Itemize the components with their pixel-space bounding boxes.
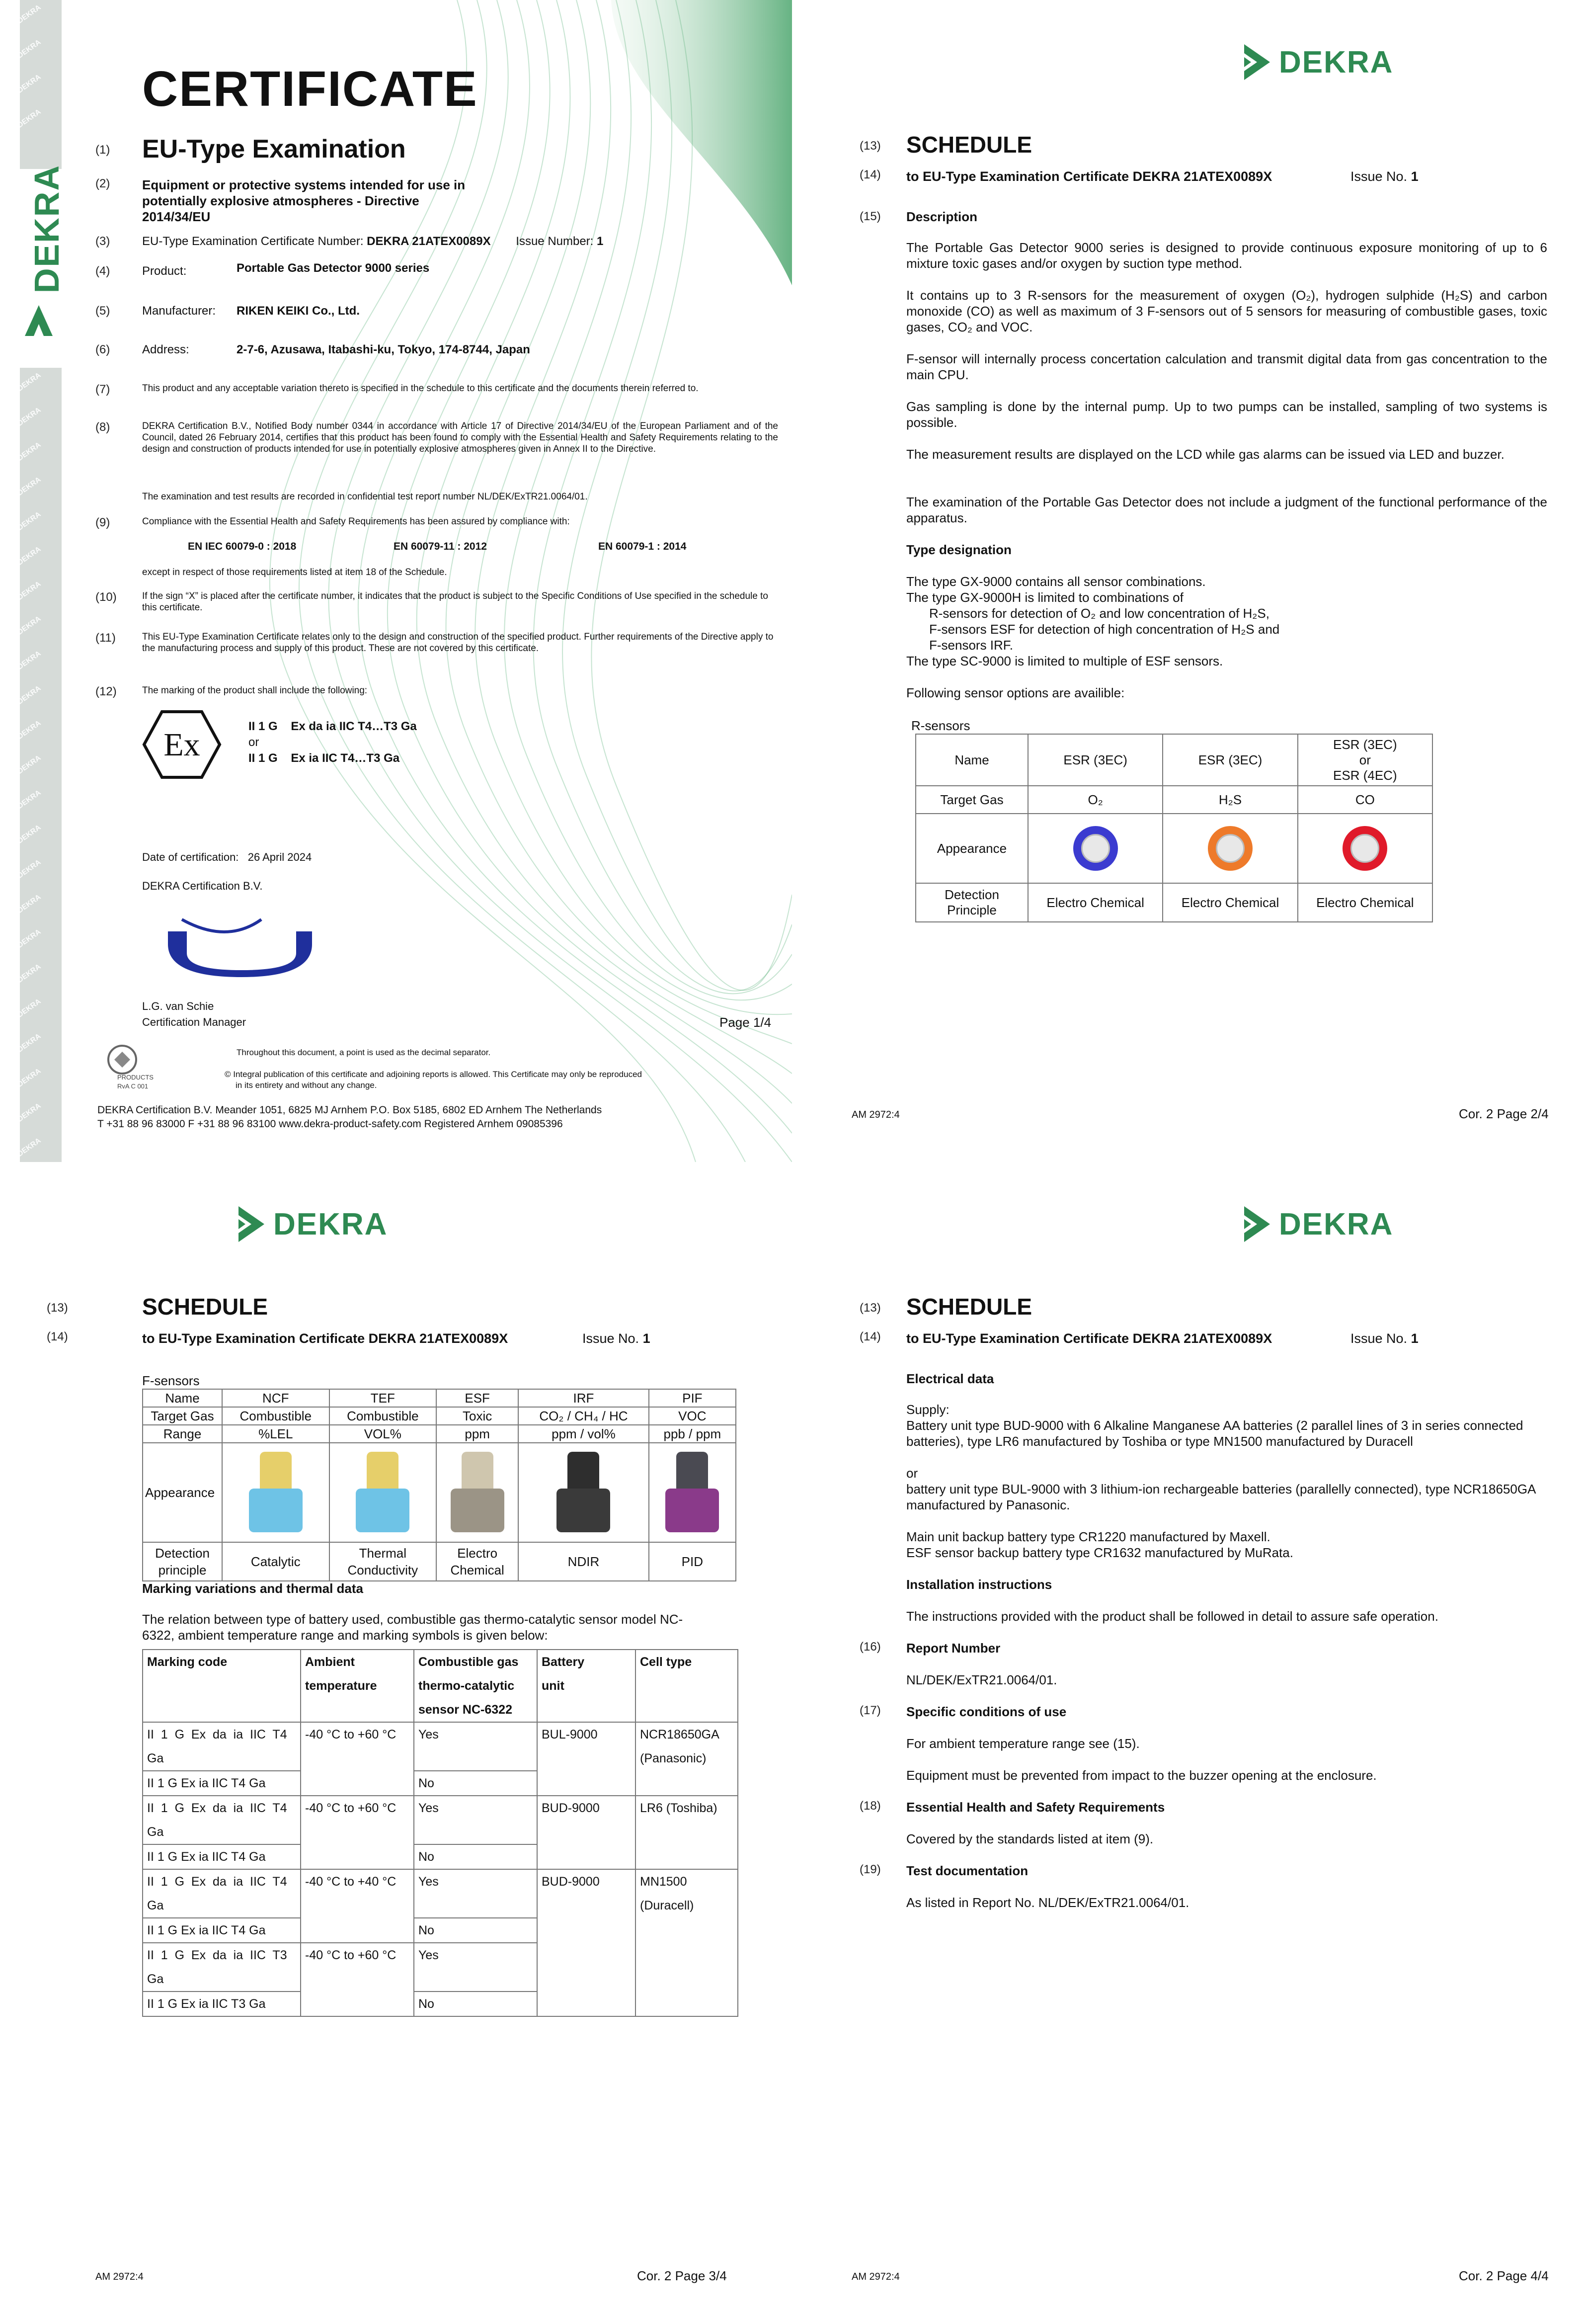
sensor-ring-image <box>1343 826 1387 871</box>
test-report-note: The examination and test results are recorded in confidential test report number NL/DEK/ExTR21.0064/01. <box>142 492 588 502</box>
table-row <box>143 1722 738 1771</box>
footer-address: DEKRA Certification B.V. Meander 1051, 6825 MJ Arnhem P.O. Box 5185, 6802 ED Arnhem The Netherlands <box>97 1104 602 1116</box>
marking-code: II 1 G Ex ia IIC T4 Ga <box>143 1918 301 1943</box>
principle-line: Chemical <box>450 1563 504 1577</box>
f-sensors-table <box>142 1389 736 1581</box>
schedule-page-4 <box>792 1162 1584 2324</box>
equipment-line: 2014/34/EU <box>142 209 211 224</box>
target-gas: Combustible <box>222 1407 329 1425</box>
electrical-line: battery unit type BUL-9000 with 3 lithium-ion rechargeable batteries (parallelly connected), type NCR18650GA manufactured by Panasonic. <box>906 1482 1536 1512</box>
cell-line: II 1 G Ex da ia IIC T4 <box>147 1801 287 1815</box>
principle-line: Thermal <box>359 1546 406 1561</box>
header-line: principle <box>158 1563 207 1577</box>
publication-note: © Integral publication of this certificate and adjoining reports is allowed. This Certificate may only be reproduced <box>225 1070 642 1079</box>
marking-code: II 1 G Ex ia IIC T4 Ga <box>143 1844 301 1869</box>
header-line: Detection <box>945 887 999 902</box>
header-line: unit <box>542 1679 564 1693</box>
issue-row <box>582 1331 650 1346</box>
publication-note: in its entirety and without any change. <box>236 1080 377 1090</box>
sensor-name <box>1298 734 1432 786</box>
ambient-temperature: -40 °C to +60 °C <box>301 1796 414 1869</box>
sensor-ring-image <box>1073 826 1118 871</box>
signer-role: Certification Manager <box>142 1016 246 1028</box>
detection-principle <box>222 1542 329 1581</box>
marking-code-2: II 1 G Ex ia IIC T4…T3 Ga <box>248 751 400 765</box>
marking-variations-title: Marking variations and thermal data <box>142 1581 364 1596</box>
combustible-sensor: Yes <box>414 1943 537 1992</box>
principle-line: PID <box>681 1554 704 1569</box>
page-number: Cor. 2 Page 4/4 <box>1459 2268 1549 2283</box>
marking-code: II 1 G Ex ia IIC T4 Ga <box>143 1771 301 1796</box>
ex-hexagon-icon <box>142 710 222 779</box>
signer-name: L.G. van Schie <box>142 1000 214 1012</box>
header-text: Marking code <box>147 1655 228 1669</box>
issue-label: Issue No. <box>1350 169 1408 184</box>
f-sensor-image <box>356 1448 409 1537</box>
cell-line: II 1 G Ex da ia IIC T4 <box>147 1728 287 1742</box>
form-code: AM 2972:4 <box>95 2271 144 2282</box>
cell-type <box>635 1869 738 2016</box>
item-number: (15) <box>860 210 881 223</box>
item-number: (12) <box>95 685 117 698</box>
report-number-title: Report Number <box>906 1641 1001 1656</box>
target-gas: H₂S <box>1163 786 1297 814</box>
r-sensors-title: R-sensors <box>911 718 970 733</box>
marking-variations-intro: 6322, ambient temperature range and marking symbols is given below: <box>142 1628 548 1643</box>
principle-line: Electro <box>457 1546 498 1561</box>
ambient-temperature: -40 °C to +60 °C <box>301 1943 414 2016</box>
principle-line: Conductivity <box>347 1563 418 1577</box>
supply-label: Supply: <box>906 1402 950 1417</box>
condition-text: Equipment must be prevented from impact to the buzzer opening at the enclosure. <box>906 1768 1377 1783</box>
f-sensors-title: F-sensors <box>142 1373 200 1388</box>
item-number: (18) <box>860 1799 881 1813</box>
equipment-line: Equipment or protective systems intended for use in <box>142 177 466 192</box>
electrical-or: or <box>906 1466 918 1481</box>
sensor-name: NCF <box>222 1389 329 1407</box>
issue-label: Issue Number: <box>516 235 594 248</box>
header-line: Combustible gas <box>418 1655 519 1669</box>
combustible-sensor: Yes <box>414 1796 537 1844</box>
item-number: (6) <box>95 343 110 356</box>
table-header: Target Gas <box>916 786 1028 814</box>
sensor-appearance <box>518 1443 648 1542</box>
principle-line: NDIR <box>567 1554 600 1569</box>
product-label: Product: <box>142 264 187 278</box>
column-header <box>635 1650 738 1722</box>
table-header: Appearance <box>143 1443 222 1542</box>
item-12-text: The marking of the product shall include the following: <box>142 685 368 696</box>
electrical-data-title: Electrical data <box>906 1371 994 1386</box>
schedule-title: SCHEDULE <box>906 1294 1032 1320</box>
condition-text: For ambient temperature range see (15). <box>906 1736 1140 1751</box>
marking-code-1: II 1 G Ex da ia IIC T4…T3 Ga <box>248 720 417 733</box>
table-header <box>916 883 1028 922</box>
page-number: Page 1/4 <box>719 1015 772 1030</box>
marking-code <box>143 1943 301 1992</box>
address-label: Address: <box>142 343 189 356</box>
issue-number: 1 <box>1411 1331 1419 1346</box>
description-paragraph: The examination of the Portable Gas Detector does not include a judgment of the functional performance of the apparatus. <box>906 495 1547 525</box>
ehsr-text: Covered by the standards listed at item (9). <box>906 1831 1154 1846</box>
cell-line: (Panasonic) <box>640 1751 707 1765</box>
item-number: (13) <box>47 1301 68 1315</box>
marking-code <box>143 1869 301 1918</box>
ex-symbol-text: Ex <box>163 727 200 763</box>
green-wave-background <box>0 0 792 1162</box>
range: ppm <box>436 1425 518 1443</box>
dekra-logo <box>1242 40 1393 84</box>
f-sensor-image <box>249 1448 303 1537</box>
cell-line: II 1 G Ex da ia IIC T3 <box>147 1948 287 1962</box>
electrical-line: Main unit backup battery type CR1220 manufactured by Maxell. <box>906 1529 1270 1544</box>
form-code: AM 2972:4 <box>852 1109 900 1120</box>
standard: EN 60079-1 : 2014 <box>598 541 687 552</box>
test-documentation-text: As listed in Report No. NL/DEK/ExTR21.0064/01. <box>906 1895 1189 1910</box>
item-number: (14) <box>860 1330 881 1343</box>
issue-number: 1 <box>597 235 604 248</box>
signature-seal <box>167 910 311 979</box>
dekra-watermark-strip: DEKRA DEKRA DEKRA DEKRA DEKRA DEKRA DEKRA DEKRA DEKRA DEKRA DEKRA DEKRA DEKRA DEKRA DEKRA DEKRA DEKRA DEKRA DEKRA DEKRA DEKRA DEKRA DEKRA DEKRA DEKRA DEKRA DEKRA <box>20 0 62 1162</box>
range: VOL% <box>329 1425 437 1443</box>
certificate-title: CERTIFICATE <box>142 61 478 117</box>
target-gas: Toxic <box>436 1407 518 1425</box>
marking-code <box>143 1796 301 1844</box>
dekra-logo-text: DEKRA <box>1279 1207 1394 1242</box>
item-number: (13) <box>860 1301 881 1315</box>
sensor-name: ESR (3EC) <box>1163 734 1297 786</box>
page-number: Cor. 2 Page 2/4 <box>1459 1106 1549 1121</box>
issuer-name: DEKRA Certification B.V. <box>142 880 263 892</box>
sensor-name: IRF <box>518 1389 648 1407</box>
rva-accreditation-icon <box>102 1042 152 1091</box>
schedule-page-2 <box>792 0 1584 1162</box>
column-header <box>143 1650 301 1722</box>
form-code: AM 2972:4 <box>852 2271 900 2282</box>
item-number: (19) <box>860 1863 881 1876</box>
column-header <box>414 1650 537 1722</box>
combustible-sensor: Yes <box>414 1869 537 1918</box>
description-paragraph: The Portable Gas Detector 9000 series is designed to provide continuous exposure monitoring of up to 6 mixture toxic gases and/or oxygen by suction type method. <box>906 240 1547 271</box>
header-text: Cell type <box>640 1655 692 1669</box>
battery-unit: BUL-9000 <box>537 1722 635 1796</box>
detection-principle: Electro Chemical <box>1163 883 1297 922</box>
item-number: (14) <box>860 168 881 181</box>
header-line: sensor NC-6322 <box>418 1703 512 1717</box>
certificate-page-1 <box>0 0 792 1162</box>
sensor-name-line: or <box>1359 752 1371 767</box>
marking-code <box>143 1722 301 1771</box>
dekra-logo-icon <box>1242 42 1272 82</box>
item-number: (9) <box>95 516 110 529</box>
schedule-subtitle: to EU-Type Examination Certificate DEKRA 21ATEX0089X <box>906 1331 1272 1346</box>
sensor-appearance <box>436 1443 518 1542</box>
item-number: (4) <box>95 264 110 278</box>
rva-label-1: PRODUCTS <box>117 1074 154 1081</box>
manufacturer-label: Manufacturer: <box>142 304 216 318</box>
table-header <box>143 1542 222 1581</box>
target-gas: CO₂ / CH₄ / HC <box>518 1407 648 1425</box>
marking-variations-intro: The relation between type of battery used, combustible gas thermo-catalytic sensor model NC- <box>142 1612 683 1627</box>
table-header: Target Gas <box>143 1407 222 1425</box>
dekra-logo-icon <box>1242 1204 1272 1244</box>
description-paragraph: F-sensor will internally process concertation calculation and transmit digital data from gas concentration to the main CPU. <box>906 351 1547 382</box>
dekra-vertical-wordmark: DEKRA <box>27 165 66 293</box>
r-sensors-table <box>915 734 1433 922</box>
sensor-name-line: ESR (3EC) <box>1333 737 1397 752</box>
item-number: (17) <box>860 1704 881 1717</box>
table-header: Range <box>143 1425 222 1443</box>
table-row <box>143 1869 738 1918</box>
cert-number-label: EU-Type Examination Certificate Number: <box>142 235 364 248</box>
type-line: Following sensor options are availible: <box>906 685 1125 700</box>
item-9-exception: except in respect of those requirements listed at item 18 of the Schedule. <box>142 567 447 578</box>
header-line: Principle <box>947 903 997 917</box>
equipment-scope <box>142 177 520 225</box>
test-documentation-title: Test documentation <box>906 1863 1029 1878</box>
sensor-appearance <box>1298 814 1432 883</box>
address-value: 2-7-6, Azusawa, Itabashi-ku, Tokyo, 174-8744, Japan <box>237 343 530 356</box>
f-sensor-image <box>665 1448 719 1537</box>
sensor-appearance <box>329 1443 437 1542</box>
table-row <box>143 1796 738 1844</box>
cell-line: II 1 G Ex da ia IIC T4 <box>147 1875 287 1889</box>
principle-line: Catalytic <box>250 1554 301 1569</box>
sensor-appearance <box>1028 814 1163 883</box>
issue-number: 1 <box>642 1331 650 1346</box>
description-paragraph: It contains up to 3 R-sensors for the measurement of oxygen (O₂), hydrogen sulphide (H₂S) and carbon monoxide (CO) as well as maximum of 3 F-sensors out of 5 sensors for measuring of combustible gases, toxic gases, CO₂ and VOC. <box>906 288 1547 334</box>
sensor-appearance <box>1163 814 1297 883</box>
rva-label-2: RvA C 001 <box>117 1082 149 1090</box>
footer-contact: T +31 88 96 83000 F +31 88 96 83100 www.dekra-product-safety.com Registered Arnhem 09085396 <box>97 1118 563 1130</box>
range: %LEL <box>222 1425 329 1443</box>
f-sensor-image <box>556 1448 610 1537</box>
type-line: The type SC-9000 is limited to multiple of ESF sensors. <box>906 654 1223 668</box>
type-line: F-sensors ESF for detection of high concentration of H₂S and <box>929 622 1280 637</box>
item-10-text: If the sign “X” is placed after the certificate number, it indicates that the product is subject to the Specific Conditions of Use specified in the schedule to this certificate. <box>142 591 768 613</box>
electrical-line: ESF sensor backup battery type CR1632 manufactured by MuRata. <box>906 1545 1293 1560</box>
equipment-line: potentially explosive atmospheres - Directive <box>142 193 419 208</box>
heading: EU-Type Examination <box>142 135 406 164</box>
item-number: (2) <box>95 177 110 190</box>
combustible-sensor: No <box>414 1992 537 2016</box>
dekra-logo <box>237 1202 388 1246</box>
page-number: Cor. 2 Page 3/4 <box>637 2268 727 2283</box>
sensor-appearance <box>649 1443 736 1542</box>
type-line: F-sensors IRF. <box>929 638 1014 653</box>
combustible-sensor: Yes <box>414 1722 537 1771</box>
standard: EN 60079-11 : 2012 <box>394 541 487 552</box>
range: ppb / ppm <box>649 1425 736 1443</box>
standard: EN IEC 60079-0 : 2018 <box>188 541 297 552</box>
cell-line: Ga <box>147 1972 164 1986</box>
certificate-number-row <box>142 235 603 249</box>
sensor-name: TEF <box>329 1389 437 1407</box>
ambient-temperature: -40 °C to +60 °C <box>301 1722 414 1796</box>
item-number: (16) <box>860 1640 881 1654</box>
combustible-sensor: No <box>414 1918 537 1943</box>
schedule-subtitle: to EU-Type Examination Certificate DEKRA 21ATEX0089X <box>906 169 1272 184</box>
cell-type <box>635 1722 738 1796</box>
issue-row <box>1350 169 1419 184</box>
item-8-text: DEKRA Certification B.V., Notified Body number 0344 in accordance with Article 17 of Directive 2014/34/EU of the European Parliament and of the Council, dated 26 February 2014, certifies that this product has been found to comply with the Essential Health and Safety Requirements relating to the design and construction of products intended for use in potentially explosive atmospheres given in Annex II to the Directive. <box>142 421 778 454</box>
cell-line: Ga <box>147 1899 164 1912</box>
item-number: (10) <box>95 590 117 604</box>
detection-principle <box>518 1542 648 1581</box>
range: ppm / vol% <box>518 1425 648 1443</box>
column-header <box>301 1650 414 1722</box>
detection-principle <box>329 1542 437 1581</box>
combustible-sensor: No <box>414 1844 537 1869</box>
item-7-text: This product and any acceptable variation thereto is specified in the schedule to this certificate and the documents therein referred to. <box>142 383 699 394</box>
ehsr-title: Essential Health and Safety Requirements <box>906 1800 1165 1815</box>
table-header: Name <box>916 734 1028 786</box>
marking-code: II 1 G Ex ia IIC T3 Ga <box>143 1992 301 2016</box>
ambient-temperature: -40 °C to +40 °C <box>301 1869 414 1943</box>
header-line: thermo-catalytic <box>418 1679 515 1693</box>
dekra-logo-icon <box>237 1204 266 1244</box>
header-line: Detection <box>155 1546 210 1561</box>
sensor-appearance <box>222 1443 329 1542</box>
dekra-logo-icon <box>24 303 54 338</box>
issue-row <box>1350 1331 1419 1346</box>
conditions-title: Specific conditions of use <box>906 1704 1067 1719</box>
report-number: NL/DEK/ExTR21.0064/01. <box>906 1672 1057 1687</box>
detection-principle <box>436 1542 518 1581</box>
detection-principle: Electro Chemical <box>1298 883 1432 922</box>
issue-number: 1 <box>1411 169 1419 184</box>
schedule-page-3 <box>0 1162 792 2324</box>
cert-number: DEKRA 21ATEX0089X <box>367 235 491 248</box>
battery-unit: BUD-9000 <box>537 1869 635 2016</box>
item-number: (8) <box>95 420 110 434</box>
header-line: Battery <box>542 1655 585 1669</box>
target-gas: VOC <box>649 1407 736 1425</box>
cell-line: MN1500 <box>640 1875 687 1889</box>
certification-date: Date of certification: 26 April 2024 <box>142 851 312 863</box>
description-paragraph: The measurement results are displayed on the LCD while gas alarms can be issued via LED and buzzer. <box>906 447 1505 462</box>
cell-type: LR6 (Toshiba) <box>635 1796 738 1869</box>
item-number: (11) <box>95 631 116 645</box>
issue-label: Issue No. <box>1350 1331 1408 1346</box>
type-line: The type GX-9000H is limited to combinations of <box>906 590 1184 605</box>
manufacturer-value: RIKEN KEIKI Co., Ltd. <box>237 304 360 318</box>
schedule-title: SCHEDULE <box>906 132 1032 158</box>
decimal-note: Throughout this document, a point is used as the decimal separator. <box>237 1048 491 1057</box>
installation-title: Installation instructions <box>906 1577 1052 1592</box>
column-header <box>537 1650 635 1722</box>
f-sensor-image <box>451 1448 504 1537</box>
item-number: (7) <box>95 383 110 396</box>
table-header: Name <box>143 1389 222 1407</box>
combustible-sensor: No <box>414 1771 537 1796</box>
marking-or: or <box>248 736 259 749</box>
item-11-text: This EU-Type Examination Certificate relates only to the design and construction of the specified product. Further requirements of the Directive apply to the manufacturing process and supply of this product. These are not covered by this certificate. <box>142 632 774 654</box>
description-paragraph: Gas sampling is done by the internal pump. Up to two pumps can be installed, sampling of two systems is possible. <box>906 399 1547 430</box>
table-header: Appearance <box>916 814 1028 883</box>
detection-principle: Electro Chemical <box>1028 883 1163 922</box>
sensor-name: PIF <box>649 1389 736 1407</box>
sensor-ring-image <box>1208 826 1253 871</box>
electrical-line: Battery unit type BUD-9000 with 6 Alkaline Manganese AA batteries (2 parallel lines of 3 in series connected batteries), type LR6 manufactured by Toshiba or type MN1500 manufactured by Duracell <box>906 1418 1523 1449</box>
cell-line: NCR18650GA <box>640 1728 719 1742</box>
sensor-name-line: ESR (4EC) <box>1333 767 1397 783</box>
battery-unit: BUD-9000 <box>537 1796 635 1869</box>
item-number: (13) <box>860 139 881 153</box>
type-line: R-sensors for detection of O₂ and low concentration of H₂S, <box>929 606 1269 621</box>
schedule-title: SCHEDULE <box>142 1294 268 1320</box>
installation-text: The instructions provided with the product shall be followed in detail to assure safe operation. <box>906 1609 1438 1624</box>
cell-line: (Duracell) <box>640 1899 694 1912</box>
marking-variations-table <box>142 1649 738 2017</box>
dekra-logo-text: DEKRA <box>1279 45 1394 80</box>
header-line: Ambient <box>305 1655 355 1669</box>
header-line: temperature <box>305 1679 377 1693</box>
type-designation-title: Type designation <box>906 542 1012 557</box>
item-9-text: Compliance with the Essential Health and Safety Requirements has been assured by compliance with: <box>142 516 570 527</box>
detection-principle <box>649 1542 736 1581</box>
product-value: Portable Gas Detector 9000 series <box>237 261 430 275</box>
item-number: (5) <box>95 304 110 318</box>
item-number: (1) <box>95 143 110 157</box>
target-gas: CO <box>1298 786 1432 814</box>
issue-label: Issue No. <box>582 1331 639 1346</box>
dekra-logo <box>1242 1202 1393 1246</box>
target-gas: Combustible <box>329 1407 437 1425</box>
dekra-logo-text: DEKRA <box>273 1207 388 1242</box>
description-title: Description <box>906 209 978 224</box>
type-line: The type GX-9000 contains all sensor combinations. <box>906 574 1206 589</box>
item-number: (3) <box>95 235 110 248</box>
target-gas: O₂ <box>1028 786 1163 814</box>
item-number: (14) <box>47 1330 68 1343</box>
sensor-name: ESR (3EC) <box>1028 734 1163 786</box>
cell-line: Ga <box>147 1751 164 1765</box>
schedule-subtitle: to EU-Type Examination Certificate DEKRA 21ATEX0089X <box>142 1331 508 1346</box>
sensor-name: ESF <box>436 1389 518 1407</box>
cell-line: Ga <box>147 1825 164 1839</box>
